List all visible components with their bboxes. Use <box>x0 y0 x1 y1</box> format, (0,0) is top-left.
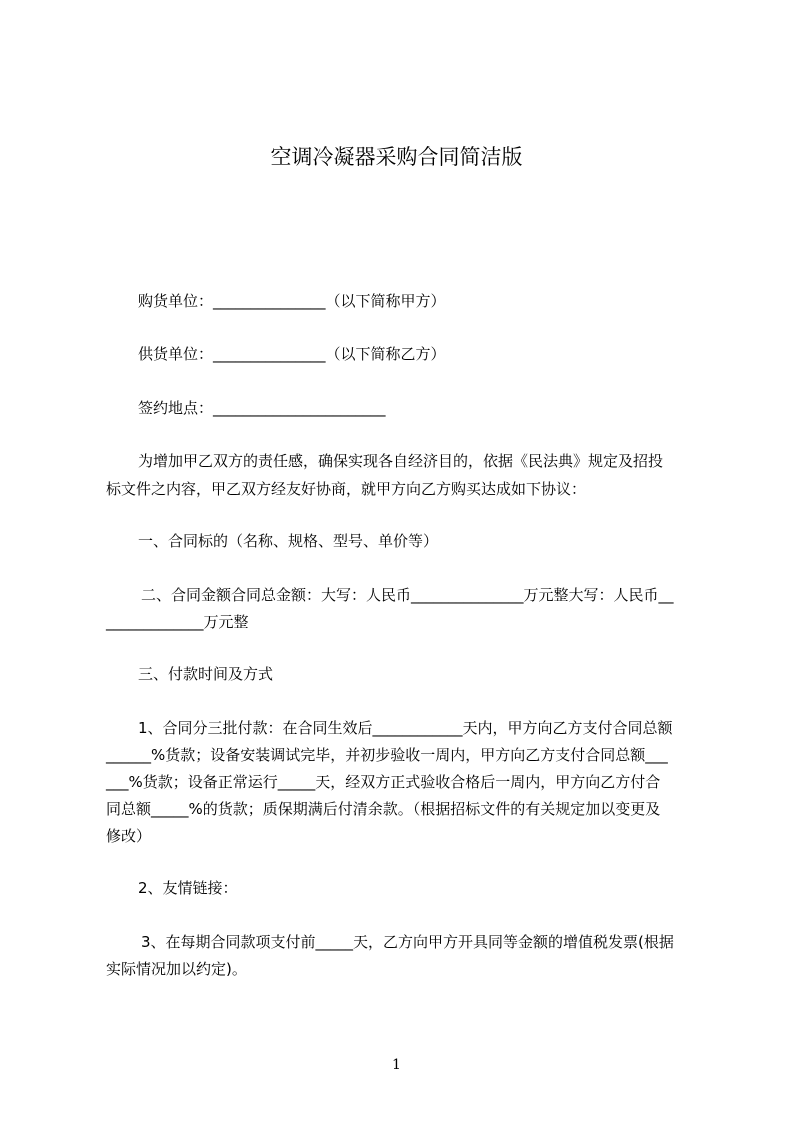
supplier-line: 供货单位：_______________（以下简称乙方） <box>138 345 446 363</box>
payment-clause-line-2: ______%货款；设备安装调试完毕，并初步验收一周内，甲方向乙方支付合同总额___ <box>106 746 668 764</box>
page-number: 1 <box>392 1057 401 1073</box>
payment-clause-line-3: ___%货款；设备正常运行_____天，经双方正式验收合格后一周内，甲方向乙方付合 <box>106 773 661 791</box>
section-2-line-1: 二、合同金额合同总金额：大写：人民币_______________万元整大写：人民币__ <box>141 586 674 604</box>
payment-clause-line-5: 修改） <box>106 827 152 845</box>
invoice-clause-line-1: 3、在每期合同款项支付前_____天，乙方向甲方开具同等金额的增值税发票(根据 <box>141 933 674 951</box>
section-2-line-2: _____________万元整 <box>106 613 249 631</box>
document-title: 空调冷凝器采购合同简洁版 <box>270 145 523 169</box>
buyer-line: 购货单位：_______________（以下简称甲方） <box>138 292 446 310</box>
signing-place-line: 签约地点：_______________________ <box>138 399 386 417</box>
preamble-line-1: 为增加甲乙双方的责任感，确保实现各自经济目的，依据《民法典》规定及招投 <box>138 452 664 470</box>
payment-clause-line-4: 同总额_____%的货款；质保期满后付清余款。（根据招标文件的有关规定加以变更及 <box>106 800 661 818</box>
friendly-link-line: 2、友情链接： <box>138 879 238 897</box>
invoice-clause-line-2: 实际情况加以约定)。 <box>106 960 247 978</box>
preamble-line-2: 标文件之内容，甲乙双方经友好协商，就甲方向乙方购买达成如下协议： <box>106 480 587 498</box>
section-3-heading: 三、付款时间及方式 <box>138 665 274 683</box>
section-1-heading: 一、合同标的（名称、规格、型号、单价等） <box>138 532 439 550</box>
payment-clause-line-1: 1、合同分三批付款：在合同生效后____________天内，甲方向乙方支付合同总额 <box>138 719 673 737</box>
